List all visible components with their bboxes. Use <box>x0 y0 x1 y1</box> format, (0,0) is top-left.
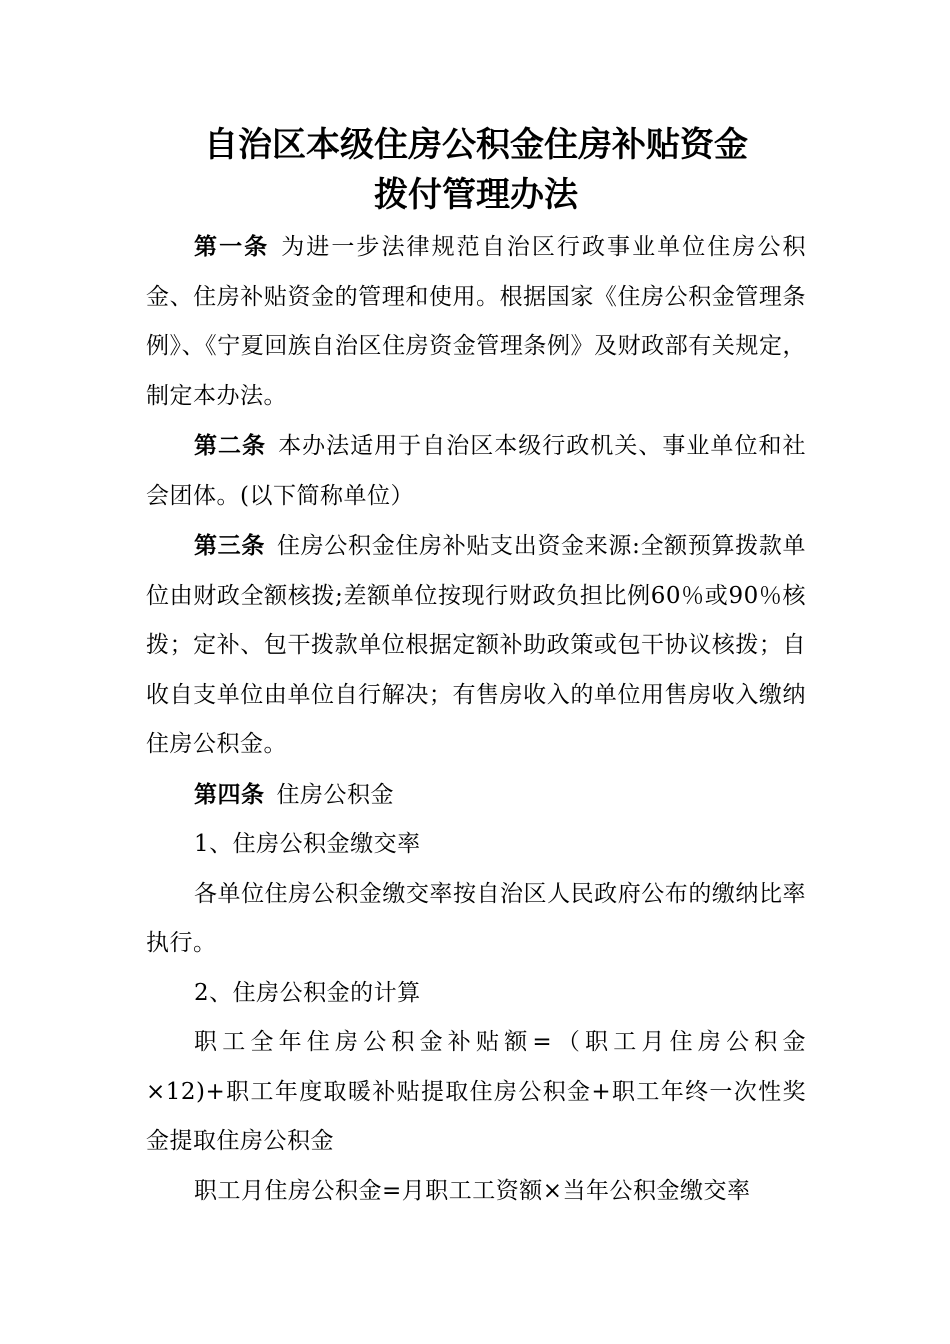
article-label: 第二条 <box>194 432 267 459</box>
document-title <box>146 120 806 220</box>
article-text: 住房公积金 <box>276 781 394 808</box>
article-2 <box>146 421 806 521</box>
title-line-1: 自治区本级住房公积金住房补贴资金 <box>204 125 748 165</box>
article-label: 第一条 <box>194 233 270 260</box>
article-text: 本办法适用于自治区本级行政机关、事业单位和社会团体。(以下简称单位） <box>146 433 806 509</box>
article-text: 住房公积金住房补贴支出资金来源:全额预算拨款单位由财政全额核拨;差额单位按现行财政负担比例60％或90％核拨；定补、包干拨款单位根据定额补助政策或包干协议核拨；自收自支单位由单位自行解决；有售房收入的单位用售房收入缴纳住房公积金。 <box>146 533 807 757</box>
title-line-2: 拨付管理办法 <box>374 175 578 215</box>
subsection-heading-2: 2、住房公积金的计算 <box>194 979 421 1006</box>
article-label: 第四条 <box>194 780 265 808</box>
subsection-heading-1: 1、住房公积金缴交率 <box>194 831 421 857</box>
article-label: 第三条 <box>194 532 266 559</box>
paragraph-monthly-formula: 职工月住房公积金=月职工工资额×当年公积金缴交率 <box>194 1177 751 1204</box>
article-text: 为进一步法律规范自治区行政事业单位住房公积金、住房补贴资金的管理和使用。根据国家《住房公积金管理条例》、《宁夏回族自治区住房资金管理条例》及财政部有关规定，制定本办法。 <box>146 234 807 409</box>
article-3 <box>146 521 806 770</box>
article-1 <box>146 222 806 421</box>
document-body <box>146 222 806 1216</box>
paragraph-contribution-rate: 各单位住房公积金缴交率按自治区人民政府公布的缴纳比率执行。 <box>146 880 806 956</box>
paragraph-annual-formula: 职工全年住房公积金补贴额=（职工月住房公积金×12)+职工年度取暖补贴提取住房公积金+职工年终一次性奖金提取住房公积金 <box>146 1029 806 1154</box>
document-page <box>146 120 806 1216</box>
article-4 <box>146 770 806 821</box>
